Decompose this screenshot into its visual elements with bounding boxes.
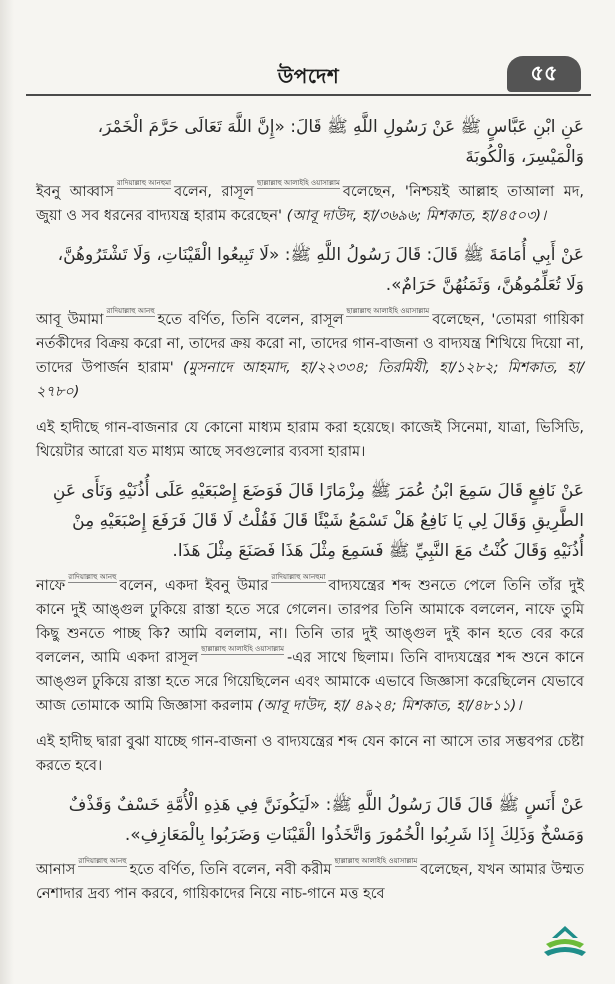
hadith-arabic-1: عَنِ ابْنِ عَبَّاسٍ ﷺ عَنْ رَسُولِ اللَّهِ ﷺ قَالَ: «إِنَّ اللَّهَ تَعَالَى حَرَّمَ الْخَمْرَ، وَالْمَيْسِرَ، وَالْكُوبَةَ <box>97 117 584 167</box>
narrator-name: আবূ উমামা <box>36 312 104 328</box>
translation-text: বাদ্যযন্ত্রের শব্দ শুনতে পেলে তিনি তাঁর দুই কানে দুই আঙ্গুল ঢুকিয়ে রাস্তা হতে সরে গেলেন। তারপর তিনি আমাকে বললেন, নাফে তুমি কিছু শুনতে পাচ্ছ কি? আমি বললাম, না। তিনি তার দুই আঙ্গুল দুই কান হতে বের করে বললেন, আমি একদা রাসূল <box>36 578 584 666</box>
narrator-name: নাফে <box>36 578 66 594</box>
translation-text: বলেছেন, যখন আমার উম্মত নেশাদার দ্রব্য পান করবে, গায়িকাদের নিয়ে নাচ-গানে মত্ত হবে <box>36 862 584 902</box>
translation-text: বলেন, একদা ইবনু উমার <box>119 578 269 594</box>
hadith-arabic-3: عَنْ نَافِعٍ قَالَ سَمِعَ ابْنُ عُمَرَ ﷺ مِزْمَارًا قَالَ فَوَضَعَ إِصْبَعَيْهِ عَلَى أُذُنَيْهِ وَنَأَى عَنِ الطَّرِيقِ وَقَالَ لِي يَا نَافِعُ هَلْ تَسْمَعُ شَيْئًا قَالَ فَقُلْتُ لَا قَالَ فَرَفَعَ إِصْبَعَيْهِ مِنْ أُذُنَيْهِ وَقَالَ كُنْتُ مَعَ النَّبِيِّ ﷺ فَسَمِعَ مِثْلَ هَذَا فَصَنَعَ مِثْلَ هَذَا. <box>52 481 584 561</box>
honorific-ra: রাদিয়াল্লাহু আনহু <box>106 307 155 315</box>
narrator-name: আনাস <box>36 862 76 878</box>
hadith-translation-3 <box>36 574 584 718</box>
hadith-reference: (আবূ দাউদ, হা/৩৬৯৬; মিশকাত, হা/৪৫০৩)। <box>286 208 547 224</box>
translation-text: বলেন, রাসূল <box>174 184 255 200</box>
hadith-translation-1 <box>36 180 584 228</box>
header-divider <box>26 94 591 96</box>
hadith-translation-4 <box>36 858 584 906</box>
hadith-translation-2 <box>36 308 584 404</box>
honorific-raa: রাদিয়াল্লাহু আনহুমা <box>271 573 326 581</box>
hadith-reference: (আবূ দাউদ, হা/ ৪৯২৪; মিশকাত, হা/৪৮১১)। <box>257 698 522 714</box>
honorific-ra: রাদিয়াল্লাহু আনহু <box>68 573 117 581</box>
chapter-title: উপদেশ <box>277 64 340 88</box>
publisher-logo-icon <box>540 922 590 962</box>
honorific-raa: রাদিয়াল্লাহু আনহুমা <box>116 179 172 187</box>
narrator-name: ইবনু আব্বাস <box>36 184 114 200</box>
honorific-ra: রাদিয়াল্লাহু আনহু <box>78 857 127 865</box>
translation-text: -এর সাথে ছিলাম। তিনি বাদ্যযন্ত্রের শব্দ শুনে কানে আঙ্গুল ঢুকিয়ে রাস্তা হতে সরে গিয়েছিলেন এবং আমাকে এভাবে জিজ্ঞাসা করেছিলেন যেভাবে আজ তোমাকে আমি জিজ্ঞাসা করলাম <box>36 650 584 714</box>
honorific-saw: ছাল্লাল্লাহু আলাইহি ওয়াসাল্লাম <box>201 645 285 653</box>
commentary-2: এই হাদীছ দ্বারা বুঝা যাচ্ছে গান-বাজনা ও বাদ্যযন্ত্রের শব্দ যেন কানে না আসে তার সম্ভবপর চেষ্টা করতে হবে। <box>36 734 584 774</box>
translation-text: হতে বর্ণিত, তিনি বলেন, রাসূল <box>157 312 344 328</box>
translation-text: বলেছেন, 'তোমরা গায়িকা নর্তকীদের বিক্রয় করো না, তাদের ক্রয় করো না, তাদের গান-বাজনা ও বাদ্যযন্ত্র শিখিয়ে দিয়ো না, তাদের উপার্জন হারাম' <box>36 312 584 376</box>
translation-text: বলেছেন, 'নিশ্চয়ই আল্লাহ তাআলা মদ, জুয়া ও সব ধরনের বাদ্যযন্ত্র হারাম করেছেন' <box>36 184 584 224</box>
honorific-saw: ছাল্লাল্লাহু আলাইহি ওয়াসাল্লাম <box>346 307 430 315</box>
page-body <box>36 112 584 918</box>
hadith-arabic-4: عَنْ أَنَسٍ ﷺ قَالَ قَالَ رَسُولُ اللَّهِ ﷺ: «لَيَكُونَنَّ فِي هَذِهِ الْأُمَّةِ خَسْفٌ وَقَذْفٌ وَمَسْخٌ وَذَلِكَ إِذَا شَرِبُوا الْخُمُورَ وَاتَّخَذُوا الْقَيْنَاتِ وَضَرَبُوا بِالْمَعَازِفِ». <box>68 795 584 845</box>
honorific-saw: ছাল্লাল্লাহু আলাইহি ওয়াসাল্লাম <box>257 179 340 187</box>
hadith-reference: (মুসনাদে আহমাদ, হা/২২৩৩৪; তিরমিযী, হা/১২৮২; মিশকাত, হা/২৭৮০) <box>36 360 584 400</box>
commentary-1: এই হাদীছে গান-বাজনার যে কোনো মাধ্যম হারাম করা হয়েছে। কাজেই সিনেমা, যাত্রা, ভিসিডি, থিয়েটার আরো যত মাধ্যম আছে সবগুলোর ব্যবসা হারাম। <box>36 420 584 460</box>
page-gutter-shadow <box>0 0 14 984</box>
page-number-badge: ৫৫ <box>507 56 581 92</box>
honorific-saw: ছাল্লাল্লাহু আলাইহি ওয়াসাল্লাম <box>334 857 418 865</box>
page-header <box>26 46 591 100</box>
translation-text: হতে বর্ণিত, তিনি বলেন, নবী করীম <box>129 862 332 878</box>
hadith-arabic-2: عَنْ أَبِي أُمَامَةَ ﷺ قَالَ: قَالَ رَسُولُ اللَّهِ ﷺ: «لَا تَبِيعُوا الْقَيْنَاتِ، وَلَا تَشْتَرُوهُنَّ، وَلَا تُعَلِّمُوهُنَّ، وَثَمَنُهُنَّ حَرَامٌ». <box>57 245 584 295</box>
